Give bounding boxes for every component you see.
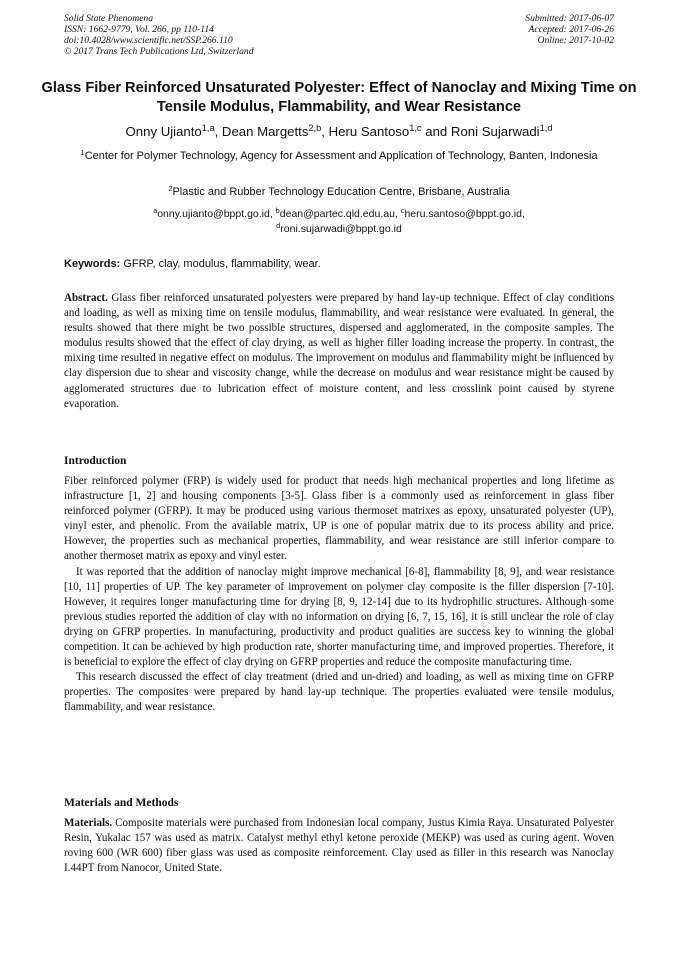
paper-title: Glass Fiber Reinforced Unsaturated Polyester: Effect of Nanoclay and Mixing Time on Tensile Modulus, Flammability, and Wear Resistance <box>41 80 637 115</box>
affiliation-2 <box>60 184 618 200</box>
materials-label: Materials. <box>64 817 113 829</box>
affiliation-sup: 2 <box>168 183 173 193</box>
author-sup: 1,d <box>539 122 553 133</box>
materials-methods-heading: Materials and Methods <box>64 797 179 809</box>
author-name: Dean Margetts <box>221 124 309 139</box>
email-sup: a <box>153 205 158 215</box>
introduction-body <box>64 474 614 716</box>
introduction-heading: Introduction <box>64 455 127 467</box>
email-sup: c <box>400 205 405 215</box>
email-list <box>60 207 618 237</box>
journal-header <box>64 13 254 57</box>
doi-line[interactable]: doi:10.4028/www.scientific.net/SSP.266.110 <box>64 35 233 46</box>
keywords-text: GFRP, clay, modulus, flammability, wear. <box>123 258 321 270</box>
materials-text: Composite materials were purchased from Indonesian local company, Justus Kimia Raya. Unsaturated Polyester Resin, Yukalac 157 was used as matrix. Catalyst methyl ethyl ketone peroxide (MEKP) was used as curing agent. Woven roving 600 (WR 600) fiber glass was used as composite reinforcement. Clay used as filler in this research was Nanoclay I.44PT from Nanocor, United State. <box>64 817 615 875</box>
abstract-label: Abstract. <box>64 292 108 304</box>
affiliation-sup: 1 <box>80 147 85 157</box>
affiliation-text: Plastic and Rubber Technology Education Centre, Brisbane, Australia <box>172 186 510 198</box>
email-link[interactable]: roni.sujarwadi@bppt.go.id <box>280 223 402 235</box>
author-list: Onny Ujianto$^{1,a}$, Dean Margetts$^{2,b}$, Heru Santoso$^{1,c}$ and Roni Sujarwadi$^{1,d}$ <box>125 122 553 139</box>
email-link[interactable]: dean@partec.qld.edu.au, <box>279 208 398 220</box>
accepted-date: Accepted: 2017-06-26 <box>528 24 614 35</box>
author-sup: 1,a <box>201 122 215 133</box>
email-link[interactable]: onny.ujianto@bppt.go.id, <box>157 208 273 220</box>
author-sup: 1,c <box>409 122 422 133</box>
author-sup: 2,b <box>308 122 322 133</box>
paragraph: This research discussed the effect of clay treatment (dried and un-dried) and loading, as well as mixing time on GFRP properties. The composites were prepared by hand lay-up technique. The properties evaluated were tensile modulus, flammability, and wear resistance. <box>64 671 614 714</box>
author-name: Onny Ujianto <box>125 124 202 139</box>
author-name: Roni Sujarwadi <box>450 124 540 139</box>
dates-header <box>525 13 614 46</box>
paragraph: Fiber reinforced polymer (FRP) is widely used for product that needs high mechanical properties and long lifetime as infrastructure [1, 2] and housing components [3-5]. Glass fiber is a commonly used as reinforcement in glass fiber reinforced polymer (GFRP). It may be produced using various thermoset matrixes as epoxy, unsaturated polyester (UP), vinyl ester, and phenolic. From the available matrix, UP is one of popular matrix due to its process ability and price. However, the properties such as mechanical properties, flammability, and wear resistance are still inferior compare to another thermoset matrix as epoxy and vinyl ester. <box>64 475 614 563</box>
authors-and: and <box>425 124 448 139</box>
affiliation-text: Center for Polymer Technology, Agency for Assessment and Application of Technology, Banten, Indonesia <box>84 150 598 162</box>
journal-name: Solid State Phenomena <box>64 13 153 24</box>
issn-line: ISSN: 1662-9779, Vol. 266, pp 110-114 <box>64 24 214 35</box>
email-link[interactable]: heru.santoso@bppt.go.id, <box>404 208 525 220</box>
materials-paragraph <box>64 816 614 876</box>
submitted-date: Submitted: 2017-06-07 <box>525 13 614 24</box>
online-date: Online: 2017-10-02 <box>537 35 614 46</box>
email-sup: d <box>276 220 281 230</box>
abstract <box>64 291 614 412</box>
paragraph: It was reported that the addition of nanoclay might improve mechanical [6-8], flammability [8, 9], and wear resistance [10, 11] properties of UP. The key parameter of improvement on polymer clay composite is the filler dispersion [7-10]. However, it requires longer manufacturing time for drying [8, 9, 12-14] due to its hydrophilic structures. Although some previous studies reported the addition of clay with no information on drying [6, 7, 15, 16], it is still unclear the role of clay drying on GFRP properties. In manufacturing, productivity and product qualities are success key to winning the global competition. It can be achieved by high production rate, shorter manufacturing time, and improved properties. Therefore, it is beneficial to explore the effect of clay drying on GFRP properties and reduce the composite manufacturing time. <box>64 565 614 669</box>
copyright-line: © 2017 Trans Tech Publications Ltd, Switzerland <box>64 46 254 57</box>
keywords-label: Keywords: <box>64 258 121 270</box>
affiliation-1 <box>60 148 618 164</box>
abstract-text: Glass fiber reinforced unsaturated polyesters were prepared by hand lay-up technique. Effect of clay conditions and loading, as well as mixing time on tensile modulus, flammability, and wear resistance were evaluated. In general, the results showed that there might be two possible structures, dispersed and agglomerated, in the composite samples. The modulus results showed that the effect of clay drying, as well as higher filler loading increase the property. In contrast, the mixing time resulted in negative effect on modulus. The improvement on modulus and flammability might be influenced by clay dispersion due to shear and viscosity change, while the decrease on modulus and wear resistance might be caused by agglomerated structures due to lubrication effect of moisture content, and less crosslink point caused by styrene evaporation. <box>64 292 614 410</box>
author-name: Heru Santoso <box>328 124 410 139</box>
email-sup: b <box>275 205 280 215</box>
keywords <box>64 257 614 271</box>
